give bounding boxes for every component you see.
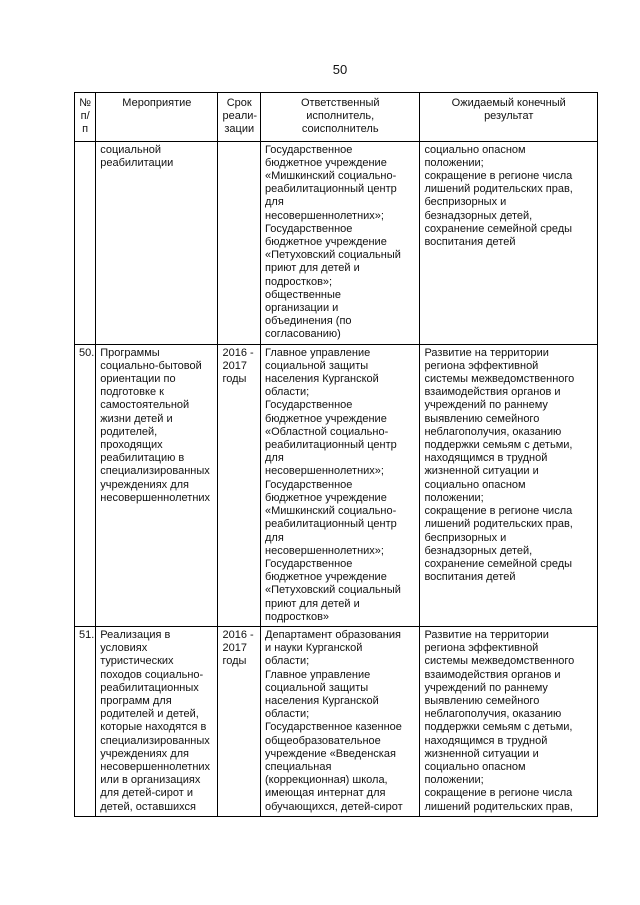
table-row	[75, 626, 598, 816]
row-number	[75, 141, 96, 344]
header-term: Срок реали- зации	[218, 93, 261, 142]
row-result: Развитие на территории региона эффективной системы межведомственного взаимодействия органов и учреждений по раннему выявлению семейного неблагополучия, оказанию поддержки семьям с детьми, находящимся в трудной жизненной ситуации и социально опасном положении; сокращение в регионе числа лишений родительских прав, беспризорных и безнадзорных детей, сохранение семейной среды воспитания детей	[420, 344, 598, 626]
row-event: Программы социально-бытовой ориентации по подготовке к самостоятельной жизни детей и родителей, проходящих реабилитацию в специализированных учреждениях для несовершеннолетних	[96, 344, 218, 626]
row-term: 2016 - 2017 годы	[218, 344, 261, 626]
row-event: Реализация в условиях туристических походов социально- реабилитационных программ для родителей и детей, которые находятся в специализированных учреждениях для несовершеннолетних или в организациях для детей-сирот и детей, оставшихся	[96, 626, 218, 816]
header-event: Мероприятие	[96, 93, 218, 142]
header-result: Ожидаемый конечный результат	[420, 93, 598, 142]
table-header-row	[75, 93, 598, 142]
row-number: 50.	[75, 344, 96, 626]
header-number: № п/п	[75, 93, 96, 142]
row-result: социально опасном положении; сокращение в регионе числа лишений родительских прав, беспризорных и безнадзорных детей, сохранение семейной среды воспитания детей	[420, 141, 598, 344]
program-table	[74, 92, 598, 817]
row-term: 2016 - 2017 годы	[218, 626, 261, 816]
row-result: Развитие на территории региона эффективной системы межведомственного взаимодействия органов и учреждений по раннему выявлению семейного неблагополучия, оказанию поддержки семьям с детьми, находящимся в трудной жизненной ситуации и социально опасном положении; сокращение в регионе числа лишений родительских прав,	[420, 626, 598, 816]
row-term	[218, 141, 261, 344]
row-responsible: Главное управление социальной защиты населения Курганской области; Государственное бюджетное учреждение «Областной социально- реабилитационный центр для несовершеннолетних»; Государственное бюджетное учреждение «Мишкинский социально- реабилитационный центр для несовершеннолетних»; Государственное бюджетное учреждение «Петуховский социальный приют для детей и подростков»	[261, 344, 420, 626]
row-event: социальной реабилитации	[96, 141, 218, 344]
header-responsible: Ответственный исполнитель, соисполнитель	[261, 93, 420, 142]
row-responsible: Государственное бюджетное учреждение «Мишкинский социально- реабилитационный центр для несовершеннолетних»; Государственное бюджетное учреждение «Петуховский социальный приют для детей и подростков»; общественные организации и объединения (по согласованию)	[261, 141, 420, 344]
row-number: 51.	[75, 626, 96, 816]
row-responsible: Департамент образования и науки Курганской области; Главное управление социальной защиты населения Курганской области; Государственное казенное общеобразовательное учреждение «Введенская специальная (коррекционная) школа, имеющая интернат для обучающихся, детей-сирот	[261, 626, 420, 816]
page-number: 50	[332, 62, 348, 77]
table-row	[75, 344, 598, 626]
table-row	[75, 141, 598, 344]
